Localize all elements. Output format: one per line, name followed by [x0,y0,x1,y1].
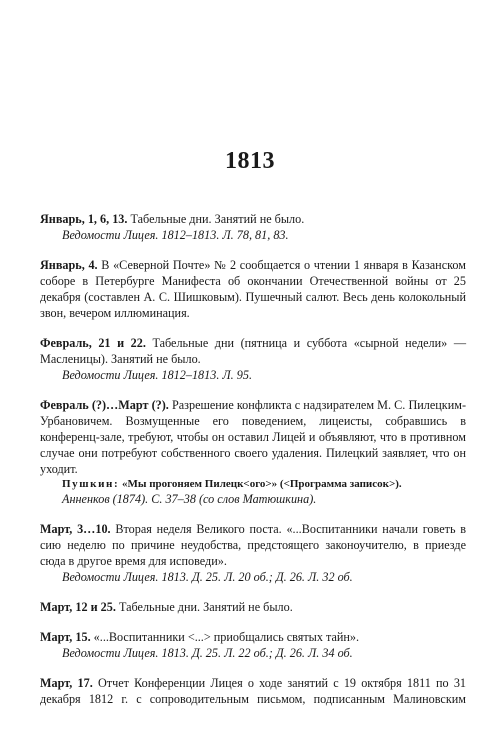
entry-source: Ведомости Лицея. 1813. Д. 25. Л. 22 об.; Д. 26. Л. 34 об. [62,646,353,660]
entry-quote [62,477,466,491]
entry-date: Март, 15. [40,630,91,644]
entry-date: Январь, 1, 6, 13. [40,212,128,226]
quote-author: Пушкин: [62,478,120,490]
chronicle-entry [40,675,466,707]
chronicle-entry [40,629,466,661]
entry-source: Анненков (1874). С. 37–38 (со слов Матюшкина). [62,492,317,506]
chronicle-entry [40,397,466,507]
entry-source: Ведомости Лицея. 1813. Д. 25. Л. 20 об.; Д. 26. Л. 32 об. [62,570,353,584]
entry-date: Февраль (?)…Март (?). [40,398,169,412]
entry-source: Ведомости Лицея. 1812–1813. Л. 95. [62,368,253,382]
entry-text: «...Воспитанники <...> приобщались святых тайн». [93,630,360,644]
chronicle-entry [40,211,466,243]
chronicle-entry [40,257,466,321]
entry-date: Март, 17. [40,676,93,690]
entry-text: В «Северной Почте» № 2 сообщается о чтении 1 января в Казанском соборе в Петербурге Манифеста об окончании Отечественной войны от 25 декабря (составлен А. С. Шишковым). Пушечный салют. Весь день колокольный звон, вечером иллюминация. [40,258,466,320]
entry-date: Март, 12 и 25. [40,600,116,614]
quote-text: «Мы прогоняем Пилецк<ого>» (<Программа записок>). [121,478,402,490]
chronicle-entries [40,211,466,721]
year-heading: 1813 [225,148,275,174]
entry-text: Табельные дни. Занятий не было. [130,212,305,226]
entry-text: Вторая неделя Великого поста. «...Воспитанники начали говеть в сию неделю по причине неудобства, предстоящего законоучителю, в приезде сюда в другое время для исповеди». [40,522,466,568]
entry-text: Разрешение конфликта с надзирателем М. С. Пилецким-Урбановичем. Возмущенные его поведением, лицеисты, собравшись в конференц-зале, требуют, чтобы он оставил Лицей и объявляют, что в противном случае они потребуют собственного своего удаления. Пилецкий заявляет, что он уходит. [40,398,467,476]
entry-text: Отчет Конференции Лицея о ходе занятий с 19 октября 1811 по 31 декабря 1812 г. с сопроводительным письмом, подписанным Малиновским [40,676,467,706]
entry-text: Табельные дни (пятница и суббота «сырной недели» — Масленицы). Занятий не было. [40,336,467,366]
chronicle-entry [40,599,466,615]
entry-date: Февраль, 21 и 22. [40,336,146,350]
entry-source: Ведомости Лицея. 1812–1813. Л. 78, 81, 83. [62,228,289,242]
entry-date: Март, 3…10. [40,522,111,536]
entry-date: Январь, 4. [40,258,98,272]
chronicle-entry [40,521,466,585]
chronicle-entry [40,335,466,383]
entry-text: Табельные дни. Занятий не было. [118,600,293,614]
